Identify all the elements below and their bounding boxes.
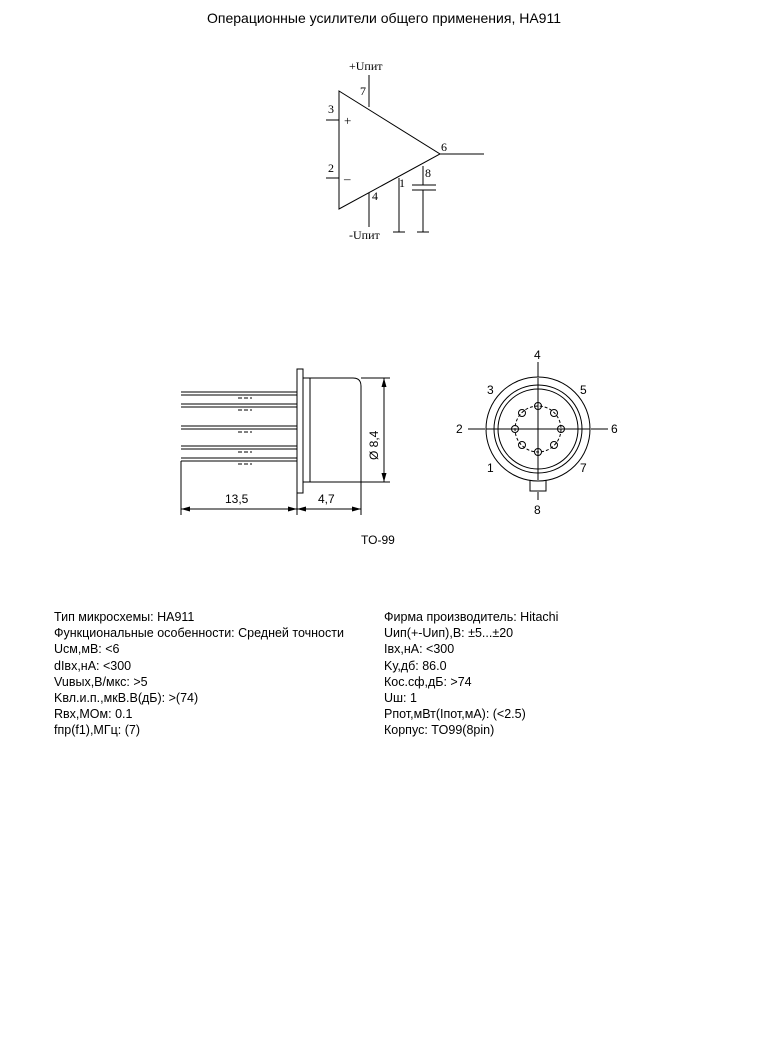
- bottom-pin-5: 5: [580, 383, 587, 397]
- schematic-pin-1: 1: [399, 176, 405, 190]
- supply-pos-label: +Uпит: [349, 59, 383, 73]
- bottom-pin-6: 6: [611, 422, 618, 436]
- bottom-pin-7: 7: [580, 461, 587, 475]
- package-side-view: [181, 369, 390, 515]
- spec-supply-voltage: Uип(+-Uип),В: ±5...±20: [384, 626, 514, 641]
- schematic-pin-6: 6: [441, 140, 447, 154]
- bottom-pin-8: 8: [534, 503, 541, 517]
- spec-features: Функциональные особенности: Средней точности: [54, 626, 344, 641]
- spec-bandwidth: fпр(f1),МГц: (7): [54, 723, 140, 738]
- spec-input-current: Iвх,нА: <300: [384, 642, 455, 657]
- schematic-pin-8: 8: [425, 166, 431, 180]
- schematic-pin-7: 7: [360, 84, 366, 98]
- spec-offset-voltage: Uсм,мВ: <6: [54, 642, 120, 657]
- schematic-pin-4: 4: [372, 189, 378, 203]
- schematic-pin-2: 2: [328, 161, 334, 175]
- supply-neg-label: -Uпит: [349, 228, 380, 242]
- spec-slew-rate: Vuвых,В/мкс: >5: [54, 674, 148, 689]
- dim-length-label: 13,5: [225, 492, 249, 506]
- opamp-triangle: [339, 91, 440, 209]
- bottom-pin-2: 2: [456, 422, 463, 436]
- spec-input-offset-current: dIвх,нА: <300: [54, 658, 132, 673]
- package-label: TO-99: [361, 533, 395, 547]
- specs-right-column: [384, 609, 558, 739]
- dim-body-label: 4,7: [318, 492, 335, 506]
- spec-power: Pпот,мВт(Iпот,мА): (<2.5): [384, 707, 526, 722]
- minus-sign: –: [344, 171, 351, 186]
- bottom-pin-3: 3: [487, 383, 494, 397]
- spec-input-resistance: Rвх,МОм: 0.1: [54, 707, 133, 722]
- plus-sign: +: [344, 113, 352, 128]
- opamp-schematic: [326, 75, 484, 232]
- dimension-arrows: [181, 378, 387, 512]
- specs-left-column: [54, 609, 344, 739]
- page-title: Операционные усилители общего применения, HA911: [207, 10, 561, 26]
- spec-cmrr: Кос.сф,дБ: >74: [384, 674, 472, 689]
- schematic-pin-3: 3: [328, 102, 334, 116]
- spec-gain: Kу,дб: 86.0: [384, 658, 447, 673]
- spec-psrr: Kвл.и.п.,мкВ.В(дБ): >(74): [54, 691, 199, 706]
- bottom-pin-1: 1: [487, 461, 494, 475]
- spec-chip-type: Тип микросхемы: HA911: [54, 610, 195, 624]
- dim-diameter-label: Ø 8,4: [367, 430, 381, 460]
- bottom-pin-4: 4: [534, 348, 541, 362]
- spec-package: Корпус: TO99(8pin): [384, 723, 495, 738]
- spec-manufacturer: Фирма производитель: Hitachi: [384, 610, 559, 624]
- spec-noise: Uш: 1: [384, 691, 417, 706]
